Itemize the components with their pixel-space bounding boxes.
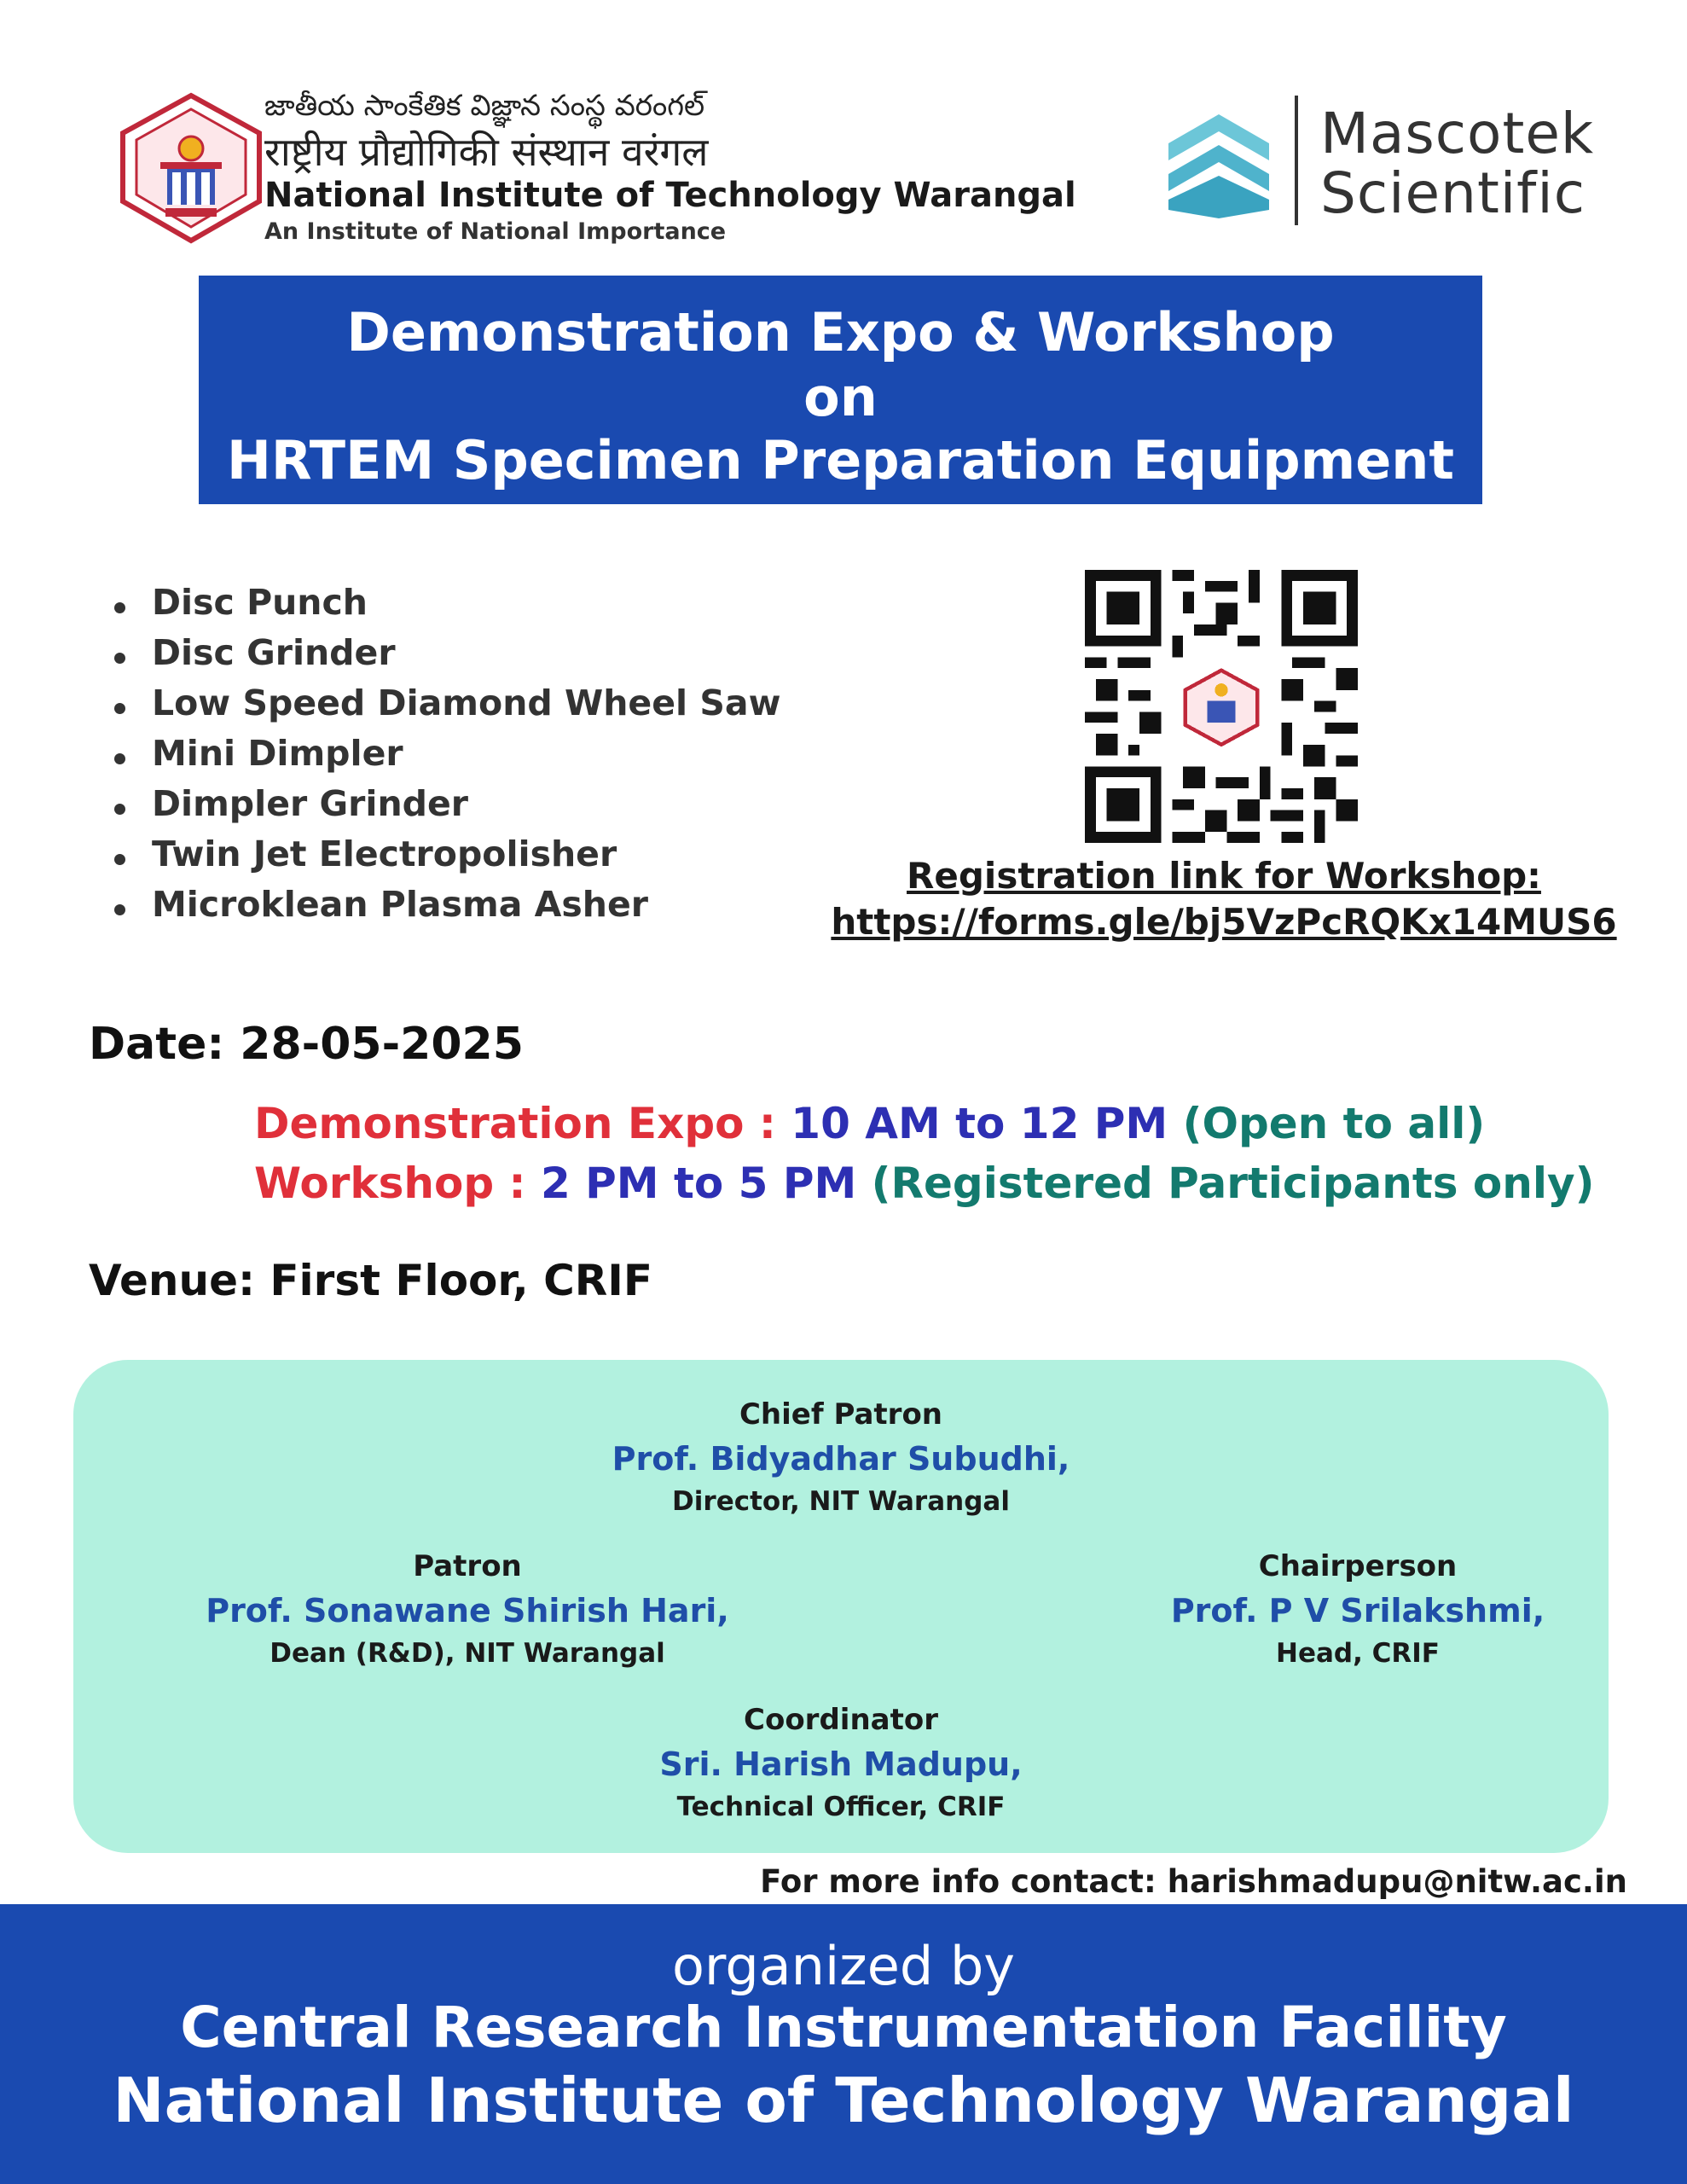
institute-name: National Institute of Technology Warangal [264,176,1076,215]
committee-designation: Head, CRIF [1276,1638,1440,1669]
footer-banner [0,1904,1687,2184]
institute-name-hindi: राष्ट्रीय प्रौद्योगिकी संस्थान वरंगल [264,129,709,175]
committee-designation: Dean (R&D), NIT Warangal [270,1638,665,1669]
equipment-label: Microklean Plasma Asher [152,884,648,925]
title-line-1: Demonstration Expo & Workshop [346,301,1335,363]
title-line-3: HRTEM Specimen Preparation Equipment [226,429,1455,491]
bullet-icon [114,653,125,664]
event-date: Date: 28-05-2025 [89,1019,524,1070]
schedule-time: 10 AM to 12 PM [791,1099,1168,1148]
committee-role: Chairperson [1258,1549,1458,1583]
list-item [111,582,780,632]
mascotek-chevron-logo-icon [1165,111,1272,222]
coordinator-block [542,1703,1139,1822]
committee-name: Sri. Harish Madupu, [659,1745,1023,1783]
committee-name: Prof. Sonawane Shirish Hari, [206,1592,729,1629]
patron-block [169,1549,766,1669]
schedule-time: 2 PM to 5 PM [540,1159,857,1208]
schedule-note: (Open to all) [1182,1099,1486,1148]
footer-institute: National Institute of Technology Warangal [113,2065,1574,2136]
schedule-workshop [254,1159,1594,1208]
bullet-icon [114,854,125,865]
bullet-icon [114,602,125,613]
schedule-note: (Registered Participants only) [871,1159,1595,1208]
footer-facility: Central Research Instrumentation Facility [180,1995,1507,2060]
equipment-label: Twin Jet Electropolisher [152,834,617,874]
registration-link[interactable]: https://forms.gle/bj5VzPcRQKx14MUS6 [831,901,1617,943]
equipment-label: Disc Punch [152,582,368,623]
list-item [111,834,780,884]
institute-tagline: An Institute of National Importance [264,218,727,245]
committee-role: Chief Patron [739,1397,943,1432]
registration-title: Registration link for Workshop: [907,855,1541,897]
schedule-label: Workshop : [254,1159,526,1208]
list-item [111,682,780,733]
title-line-2: on [803,366,878,428]
institute-name-telugu: జాతీయ సాంకేతిక విజ్ఞాన సంస్థ వరంగల్ [264,89,705,123]
equipment-list [111,582,780,934]
committee-name: Prof. Bidyadhar Subudhi, [612,1440,1070,1478]
nit-warangal-emblem-icon [118,92,264,244]
committee-role: Coordinator [744,1703,938,1737]
sponsor-divider [1295,96,1298,225]
list-item [111,733,780,783]
equipment-label: Disc Grinder [152,632,396,673]
chairperson-block [1059,1549,1656,1669]
event-venue: Venue: First Floor, CRIF [89,1256,653,1305]
footer-organized-by: organized by [671,1935,1015,1997]
list-item [111,632,780,682]
list-item [111,884,780,934]
sponsor-name-line2: Scientific [1320,160,1586,226]
committee-panel [73,1360,1609,1853]
schedule-label: Demonstration Expo : [254,1099,776,1148]
chief-patron-block [542,1397,1139,1517]
list-item [111,783,780,834]
equipment-label: Dimpler Grinder [152,783,469,824]
equipment-label: Mini Dimpler [152,733,403,774]
contact-info: For more info contact: harishmadupu@nitw.ac.in [760,1863,1627,1900]
sponsor-name-line1: Mascotek [1320,101,1595,166]
committee-role: Patron [413,1549,522,1583]
qr-code-icon[interactable] [1085,570,1358,843]
equipment-label: Low Speed Diamond Wheel Saw [152,682,781,723]
committee-designation: Director, NIT Warangal [672,1486,1010,1517]
bullet-icon [114,804,125,815]
bullet-icon [114,753,125,764]
schedule-expo [254,1099,1485,1148]
bullet-icon [114,703,125,714]
title-banner [199,276,1482,504]
committee-designation: Technical Officer, CRIF [676,1792,1006,1822]
committee-name: Prof. P V Srilakshmi, [1170,1592,1545,1629]
bullet-icon [114,904,125,915]
